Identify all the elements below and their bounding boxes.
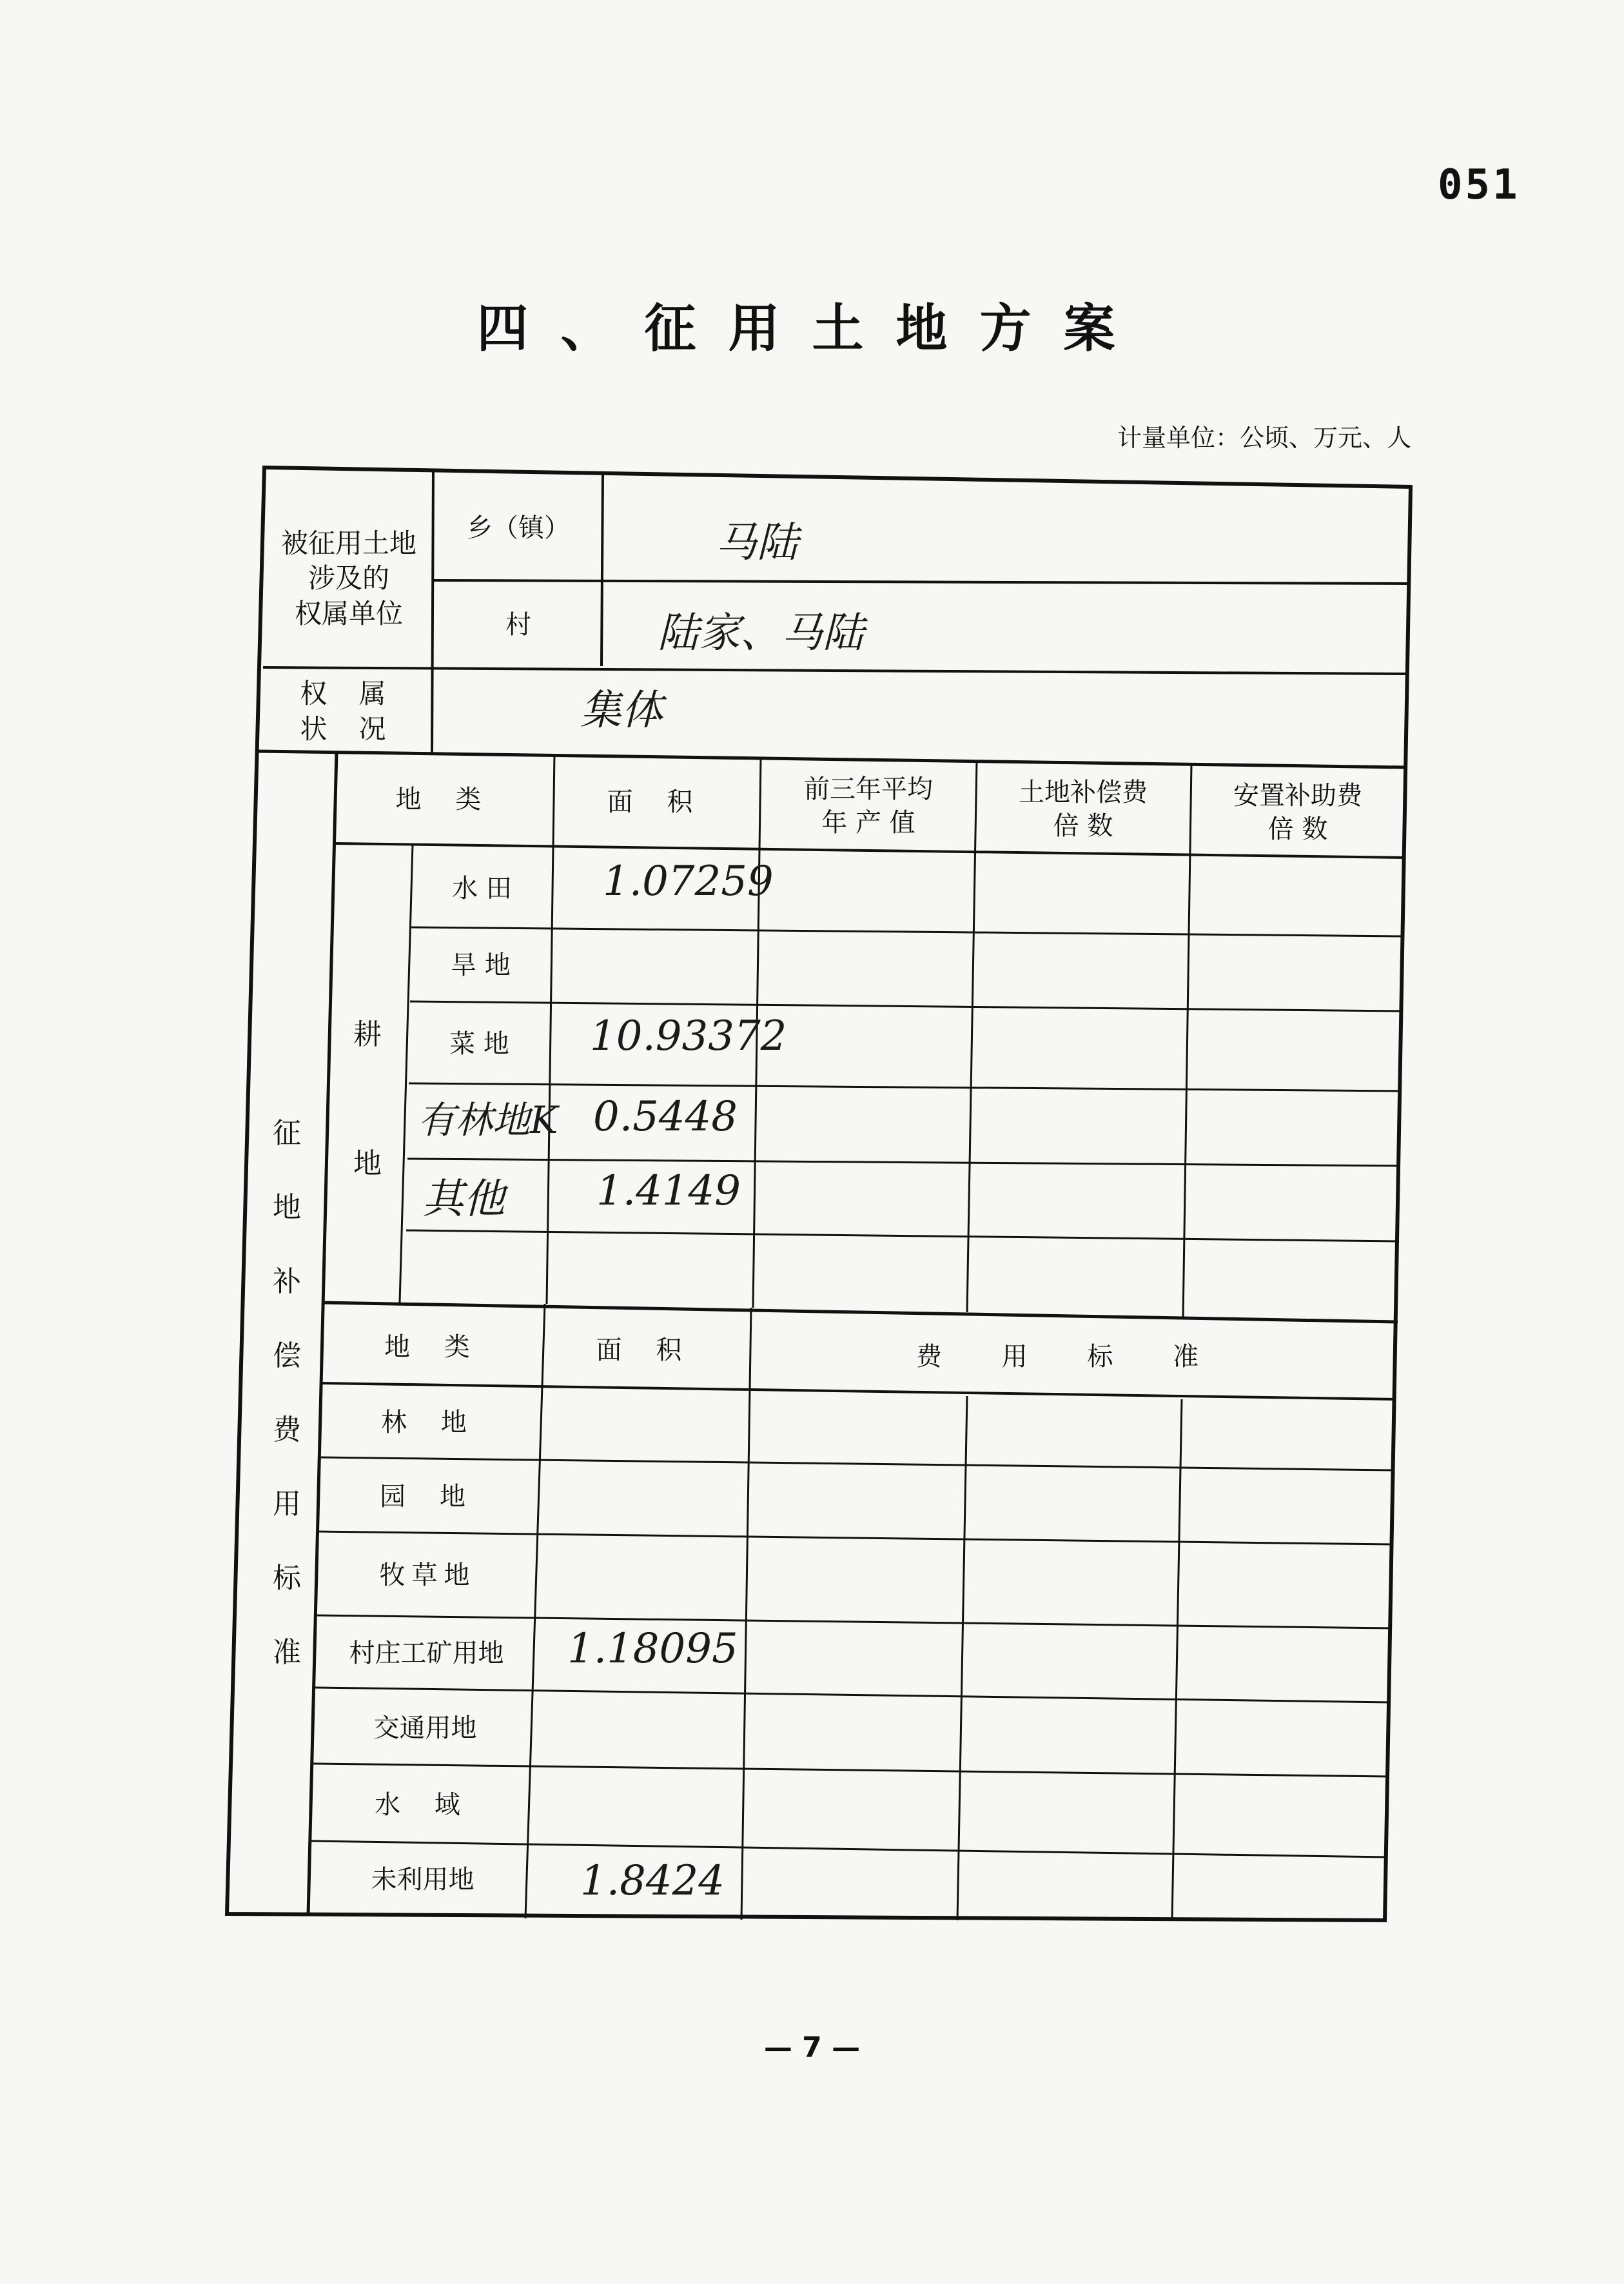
township-value: 马陆 [716,519,798,567]
t1-row-area: 10.93372 [590,1012,787,1060]
t2-row-type: 村庄工矿用地 [349,1639,504,1668]
t1-header-land-type: 地 类 [395,784,494,814]
page-number: 051 [1438,161,1520,209]
t1-row-type: 旱 地 [451,950,511,980]
ownership-status-value: 集体 [580,687,663,734]
t1-row-type [406,1238,538,1303]
t1-header-avg-output: 前三年平均 年 产 值 [804,774,933,838]
unit-label: 计量单位：公顷、万元、人 [1117,424,1411,452]
t1-row-type: 水 田 [452,873,512,903]
t1-row-type: 其他 [422,1176,505,1223]
village-label: 村 [505,610,531,640]
t1-row-area: 1.4149 [596,1167,741,1215]
village-value: 陆家、马陆 [658,609,864,657]
t2-row-type: 林 地 [381,1408,480,1437]
t2-row-type: 牧草地 [379,1560,476,1590]
page-title: 四、征用土地方案 [476,298,1148,359]
t2-header-land-type: 地 类 [384,1332,483,1362]
ownership-header: 被征用土地 涉及的 权属单位 [280,527,416,629]
t2-row-area [540,1390,741,1462]
t1-header-land-comp: 土地补偿费 倍 数 [1019,778,1148,841]
t2-row-type: 水 域 [375,1790,473,1820]
cultivated-label-vertical: 耕 地 [353,1018,382,1180]
t2-row-area: 1.18095 [567,1625,738,1673]
t2-row-type: 未利用地 [371,1865,474,1895]
t1-row-area [548,1239,749,1304]
t1-header-area: 面 积 [607,787,706,817]
t1-row-type: 有林地K [418,1098,558,1142]
t2-header-fee-standard: 费 用 标 准 [915,1342,1225,1372]
t1-row-type: 菜 地 [449,1029,509,1059]
t2-row-area [538,1538,739,1619]
t1-row-area: 1.07259 [603,858,774,905]
t2-header-area: 面 积 [596,1335,695,1365]
t2-row-area [534,1770,735,1846]
t2-row-area [539,1464,740,1536]
section-label-vertical: 征 地 补 偿 费 用 标 准 [273,1117,301,1669]
t2-row-area: 1.8424 [580,1857,725,1905]
t2-row-area [535,1695,736,1769]
t2-row-type: 交通用地 [373,1713,477,1743]
page-footer: — 7 — [763,2031,861,2064]
t1-header-resettle: 安置补助费 倍 数 [1233,781,1362,844]
township-label: 乡（镇） [467,513,570,543]
t1-row-area: 0.5448 [593,1093,738,1141]
ownership-status-label: 权 属 状 况 [300,678,398,745]
t2-row-type: 园 地 [380,1482,478,1511]
